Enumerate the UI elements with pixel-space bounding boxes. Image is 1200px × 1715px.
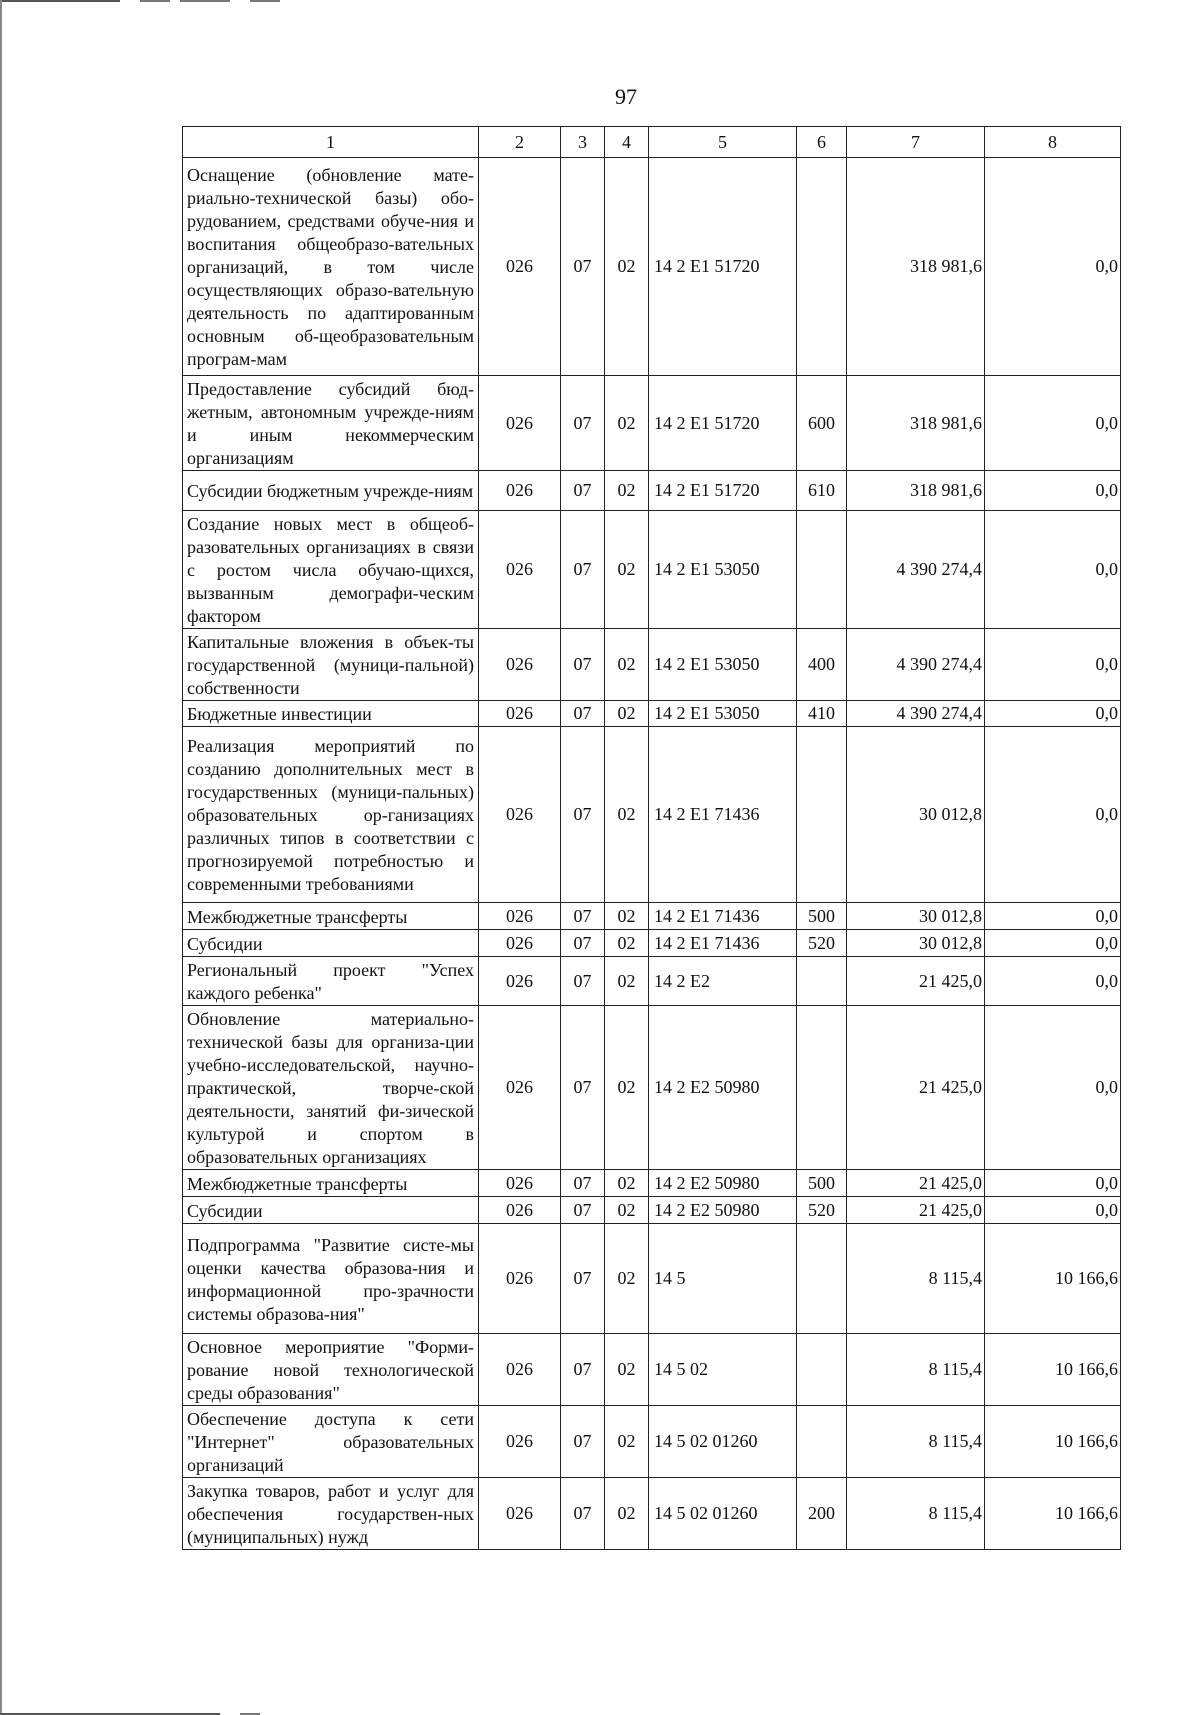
cell-amount-year-1: 30 012,8 [847,903,985,930]
cell-amount-year-1: 4 390 274,4 [847,511,985,629]
cell-amount-year-2: 0,0 [985,903,1121,930]
cell-amount-year-2: 0,0 [985,471,1121,511]
table-row [183,471,1121,511]
cell-amount-year-1: 21 425,0 [847,1006,985,1170]
cell-section: 07 [561,1197,605,1224]
cell-expense-type: 520 [797,1197,847,1224]
cell-ministry-code: 026 [479,629,561,701]
cell-ministry-code: 026 [479,471,561,511]
cell-amount-year-2: 0,0 [985,727,1121,903]
cell-amount-year-1: 21 425,0 [847,1170,985,1197]
cell-subsection: 02 [605,158,649,376]
cell-subsection: 02 [605,1478,649,1550]
cell-amount-year-1: 8 115,4 [847,1478,985,1550]
cell-subsection: 02 [605,1006,649,1170]
cell-ministry-code: 026 [479,1334,561,1406]
cell-ministry-code: 026 [479,1406,561,1478]
cell-subsection: 02 [605,471,649,511]
cell-expense-type [797,957,847,1006]
cell-ministry-code: 026 [479,701,561,727]
cell-name: Капитальные вложения в объек-ты государственной (муници-пальной) собственности [183,629,479,701]
cell-amount-year-1: 8 115,4 [847,1406,985,1478]
cell-name: Субсидии бюджетным учрежде-ниям [183,471,479,511]
cell-expense-type [797,1006,847,1170]
cell-ministry-code: 026 [479,1197,561,1224]
cell-subsection: 02 [605,1197,649,1224]
cell-name: Межбюджетные трансферты [183,903,479,930]
cell-target-article: 14 2 E2 [649,957,797,1006]
cell-expense-type: 610 [797,471,847,511]
cell-amount-year-2: 0,0 [985,1006,1121,1170]
header-col-5: 5 [649,127,797,158]
cell-ministry-code: 026 [479,1224,561,1334]
cell-target-article: 14 2 E1 51720 [649,471,797,511]
table-row [183,629,1121,701]
cell-subsection: 02 [605,1170,649,1197]
cell-expense-type: 410 [797,701,847,727]
cell-section: 07 [561,1334,605,1406]
table-row [183,957,1121,1006]
cell-expense-type [797,1224,847,1334]
cell-target-article: 14 2 E1 53050 [649,629,797,701]
table-row [183,1006,1121,1170]
cell-amount-year-1: 30 012,8 [847,930,985,957]
cell-amount-year-2: 10 166,6 [985,1478,1121,1550]
scan-edge-top [0,0,300,2]
cell-amount-year-1: 21 425,0 [847,1197,985,1224]
cell-name: Подпрограмма "Развитие систе-мы оценки качества образова-ния и информационной про-зрачности системы образова-ния" [183,1224,479,1334]
cell-ministry-code: 026 [479,158,561,376]
cell-amount-year-2: 10 166,6 [985,1224,1121,1334]
cell-amount-year-1: 318 981,6 [847,158,985,376]
table-row [183,930,1121,957]
cell-ministry-code: 026 [479,903,561,930]
cell-subsection: 02 [605,511,649,629]
cell-section: 07 [561,1224,605,1334]
cell-ministry-code: 026 [479,1170,561,1197]
cell-expense-type: 600 [797,376,847,471]
cell-target-article: 14 2 E1 71436 [649,727,797,903]
table-header [183,127,1121,158]
cell-amount-year-1: 21 425,0 [847,957,985,1006]
cell-ministry-code: 026 [479,930,561,957]
cell-ministry-code: 026 [479,727,561,903]
table-row [183,1406,1121,1478]
cell-subsection: 02 [605,903,649,930]
cell-expense-type: 500 [797,903,847,930]
cell-subsection: 02 [605,1406,649,1478]
cell-name: Межбюджетные трансферты [183,1170,479,1197]
cell-name: Субсидии [183,930,479,957]
table-row [183,158,1121,376]
cell-name: Обновление материально-технической базы для организа-ции учебно-исследовательской, научно-практической, творче-ской деятельности, занятий фи-зической культурой и спортом в образовательных организациях [183,1006,479,1170]
cell-subsection: 02 [605,1334,649,1406]
cell-ministry-code: 026 [479,957,561,1006]
cell-section: 07 [561,903,605,930]
cell-target-article: 14 2 E2 50980 [649,1197,797,1224]
cell-section: 07 [561,1406,605,1478]
cell-name: Реализация мероприятий по созданию дополнительных мест в государственных (муници-пальных) образовательных ор-ганизациях различных типов в соответствии с прогнозируемой потребностью и современными требованиями [183,727,479,903]
cell-name: Региональный проект "Успех каждого ребенка" [183,957,479,1006]
cell-subsection: 02 [605,701,649,727]
header-row [183,127,1121,158]
cell-ministry-code: 026 [479,511,561,629]
cell-target-article: 14 2 E1 71436 [649,903,797,930]
cell-amount-year-1: 8 115,4 [847,1224,985,1334]
cell-target-article: 14 2 E1 51720 [649,376,797,471]
cell-expense-type: 520 [797,930,847,957]
cell-section: 07 [561,629,605,701]
cell-amount-year-2: 0,0 [985,376,1121,471]
cell-name: Закупка товаров, работ и услуг для обеспечения государствен-ных (муниципальных) нужд [183,1478,479,1550]
cell-amount-year-2: 0,0 [985,629,1121,701]
cell-expense-type [797,727,847,903]
cell-expense-type: 400 [797,629,847,701]
cell-amount-year-1: 318 981,6 [847,376,985,471]
cell-target-article: 14 5 02 [649,1334,797,1406]
cell-amount-year-2: 10 166,6 [985,1334,1121,1406]
header-col-7: 7 [847,127,985,158]
header-col-6: 6 [797,127,847,158]
cell-target-article: 14 2 E1 53050 [649,701,797,727]
cell-expense-type [797,158,847,376]
cell-expense-type [797,1334,847,1406]
header-col-1: 1 [183,127,479,158]
cell-amount-year-2: 0,0 [985,1170,1121,1197]
cell-section: 07 [561,727,605,903]
cell-section: 07 [561,957,605,1006]
cell-section: 07 [561,158,605,376]
cell-amount-year-1: 318 981,6 [847,471,985,511]
cell-subsection: 02 [605,957,649,1006]
page-number: 97 [615,84,637,109]
cell-amount-year-1: 4 390 274,4 [847,629,985,701]
cell-amount-year-2: 0,0 [985,957,1121,1006]
table-row [183,701,1121,727]
cell-name: Оснащение (обновление мате-риально-технической базы) обо-рудованием, средствами обуче-ния и воспитания общеобразо-вательных организаций, в том числе осуществляющих образо-вательную деятельность по адаптированным основным об-щеобразовательным програм-мам [183,158,479,376]
cell-section: 07 [561,471,605,511]
cell-target-article: 14 5 [649,1224,797,1334]
cell-name: Основное мероприятие "Форми-рование новой технологической среды образования" [183,1334,479,1406]
scan-edge-left [0,0,2,1715]
cell-ministry-code: 026 [479,1006,561,1170]
cell-amount-year-2: 0,0 [985,930,1121,957]
cell-name: Бюджетные инвестиции [183,701,479,727]
cell-target-article: 14 5 02 01260 [649,1478,797,1550]
table-body [183,158,1121,1550]
cell-subsection: 02 [605,629,649,701]
budget-table [182,126,1121,1550]
table-row [183,1197,1121,1224]
cell-name: Обеспечение доступа к сети "Интернет" образовательных организаций [183,1406,479,1478]
cell-expense-type: 200 [797,1478,847,1550]
cell-expense-type: 500 [797,1170,847,1197]
cell-name: Предоставление субсидий бюд-жетным, автономным учрежде-ниям и иным некоммерческим организациям [183,376,479,471]
cell-ministry-code: 026 [479,376,561,471]
cell-amount-year-2: 0,0 [985,511,1121,629]
cell-target-article: 14 2 E2 50980 [649,1006,797,1170]
table-row [183,1224,1121,1334]
table-row [183,376,1121,471]
header-col-4: 4 [605,127,649,158]
cell-section: 07 [561,701,605,727]
table-row [183,903,1121,930]
cell-section: 07 [561,376,605,471]
cell-amount-year-1: 4 390 274,4 [847,701,985,727]
cell-expense-type [797,1406,847,1478]
cell-amount-year-2: 0,0 [985,1197,1121,1224]
cell-subsection: 02 [605,727,649,903]
table-row [183,1170,1121,1197]
table-row [183,1478,1121,1550]
table-row [183,727,1121,903]
cell-section: 07 [561,511,605,629]
header-col-8: 8 [985,127,1121,158]
cell-subsection: 02 [605,1224,649,1334]
cell-name: Создание новых мест в общеоб-разовательных организациях в связи с ростом числа обучаю-щихся, вызванным демографи-ческим фактором [183,511,479,629]
header-col-2: 2 [479,127,561,158]
cell-amount-year-2: 0,0 [985,701,1121,727]
cell-target-article: 14 5 02 01260 [649,1406,797,1478]
cell-subsection: 02 [605,930,649,957]
cell-amount-year-2: 10 166,6 [985,1406,1121,1478]
cell-ministry-code: 026 [479,1478,561,1550]
cell-target-article: 14 2 E1 71436 [649,930,797,957]
cell-amount-year-2: 0,0 [985,158,1121,376]
table-row [183,1334,1121,1406]
table-row [183,511,1121,629]
cell-expense-type [797,511,847,629]
cell-section: 07 [561,1170,605,1197]
cell-amount-year-1: 8 115,4 [847,1334,985,1406]
header-col-3: 3 [561,127,605,158]
cell-subsection: 02 [605,376,649,471]
cell-name: Субсидии [183,1197,479,1224]
cell-target-article: 14 2 E2 50980 [649,1170,797,1197]
cell-section: 07 [561,930,605,957]
cell-section: 07 [561,1006,605,1170]
cell-target-article: 14 2 E1 53050 [649,511,797,629]
cell-amount-year-1: 30 012,8 [847,727,985,903]
cell-target-article: 14 2 E1 51720 [649,158,797,376]
cell-section: 07 [561,1478,605,1550]
